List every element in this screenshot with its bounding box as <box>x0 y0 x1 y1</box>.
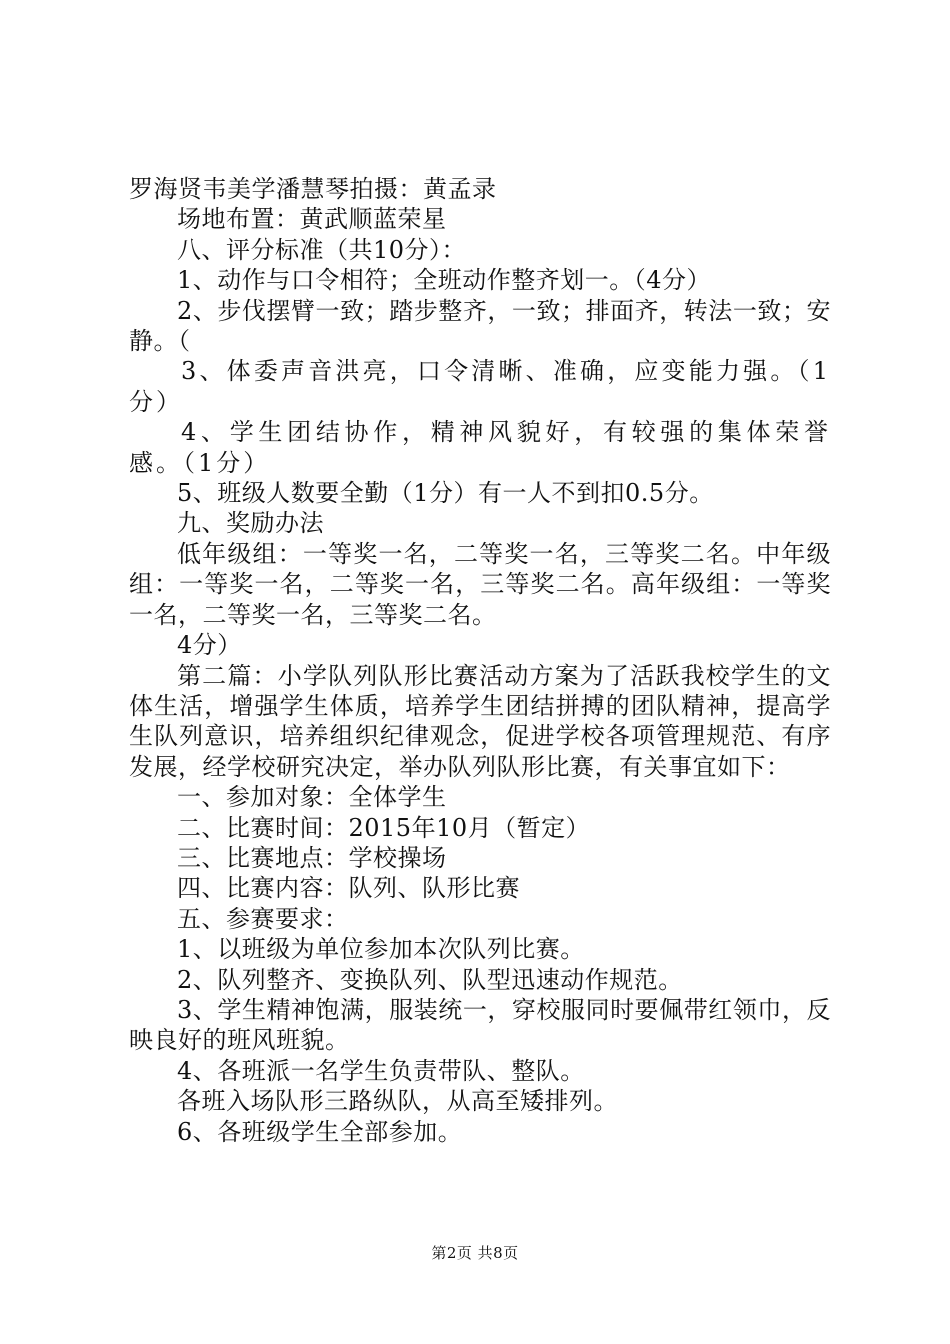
paragraph: 二、比赛时间：2015年10月（暂定） <box>177 813 591 842</box>
paragraph: 一、参加对象：全体学生 <box>177 783 447 812</box>
page-number-footer: 第2页 共8页 <box>431 1244 519 1262</box>
paragraph: 4、学生团结协作，精神风貌好，有较强的集体荣誉感。（1分） <box>129 418 831 477</box>
section-heading-requirements: 五、参赛要求： <box>177 904 349 933</box>
paragraph: 4分） <box>177 631 242 660</box>
paragraph: 2、步伐摆臂一致；踏步整齐，一致；排面齐，转法一致；安静。（ <box>129 296 831 356</box>
document-body <box>129 174 831 1147</box>
paragraph: 6、各班级学生全部参加。 <box>177 1117 463 1146</box>
section-heading-scoring: 八、评分标准（共10分）： <box>177 235 467 264</box>
paragraph: 四、比赛内容：队列、队形比赛 <box>177 874 520 903</box>
paragraph: 低年级组：一等奖一名，二等奖一名，三等奖二名。中年级组：一等奖一名，二等奖一名，三等奖二名。高年级组：一等奖一名，二等奖一名，三等奖二名。 <box>129 539 831 629</box>
paragraph: 场地布置：黄武顺蓝荣星 <box>177 205 447 234</box>
paragraph: 3、学生精神饱满，服装统一，穿校服同时要佩带红领巾，反映良好的班风班貌。 <box>129 995 831 1055</box>
paragraph: 三、比赛地点：学校操场 <box>177 843 447 872</box>
paragraph: 1、以班级为单位参加本次队列比赛。 <box>177 935 585 964</box>
paragraph: 第二篇：小学队列队形比赛活动方案为了活跃我校学生的文体生活，增强学生体质，培养学生团结拼搏的团队精神，提高学生队列意识，培养组织纪律观念，促进学校各项管理规范、有序发展，经学校研究决定，举办队列队形比赛，有关事宜如下： <box>129 661 831 781</box>
paragraph: 3、体委声音洪亮，口令清晰、准确，应变能力强。（1分） <box>129 357 831 416</box>
paragraph: 5、班级人数要全勤（1分）有一人不到扣0.5分。 <box>177 479 714 508</box>
paragraph: 2、队列整齐、变换队列、队型迅速动作规范。 <box>177 965 683 994</box>
section-heading-rewards: 九、奖励办法 <box>177 509 324 538</box>
paragraph: 1、动作与口令相符；全班动作整齐划一。（4分） <box>177 266 712 295</box>
paragraph: 罗海贤韦美学潘慧琴拍摄：黄孟录 <box>129 175 497 203</box>
paragraph: 各班入场队形三路纵队，从高至矮排列。 <box>177 1087 618 1116</box>
paragraph: 4、各班派一名学生负责带队、整队。 <box>177 1056 585 1085</box>
